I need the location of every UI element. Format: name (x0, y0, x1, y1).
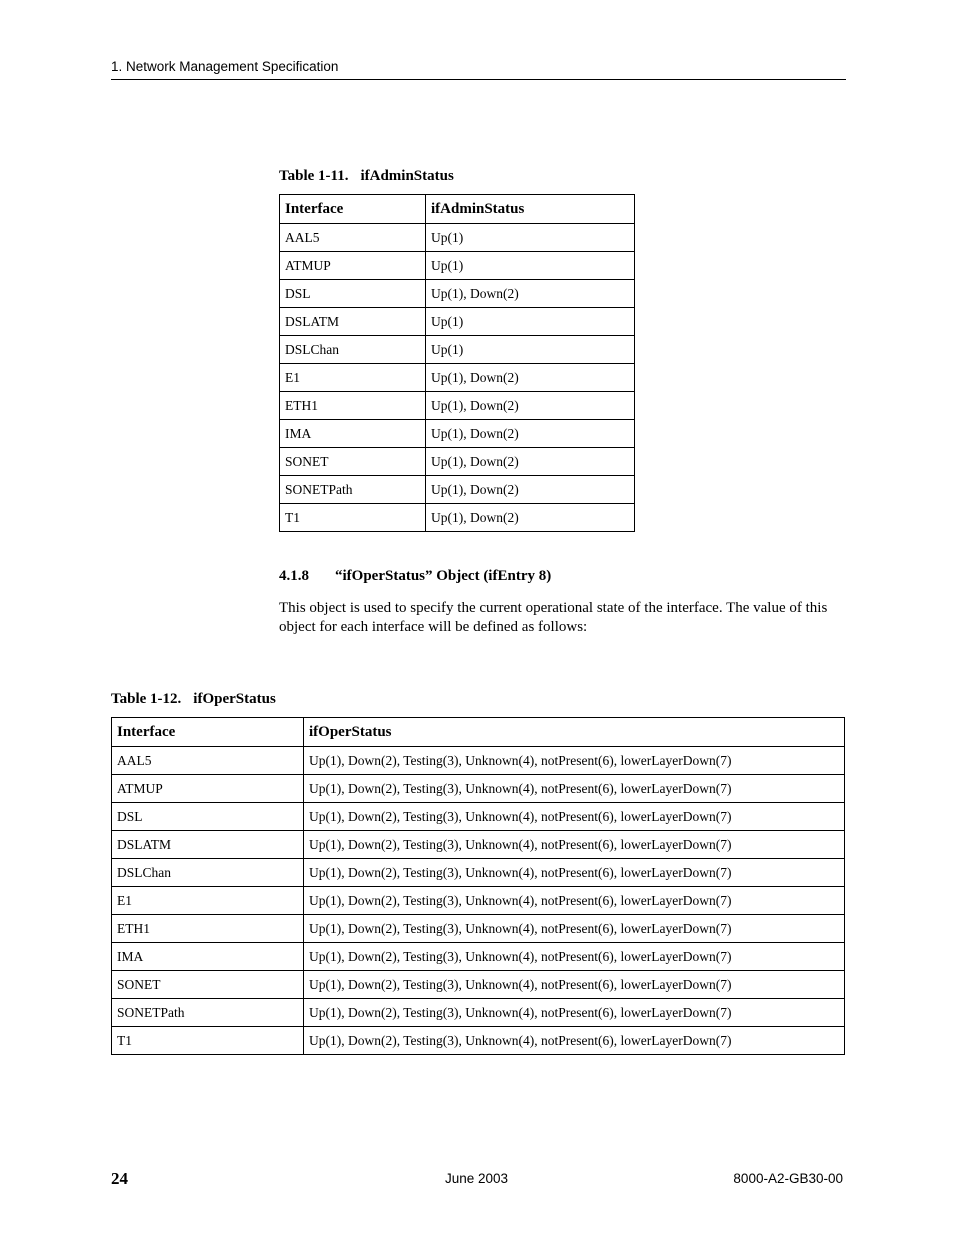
status-cell: Up(1), Down(2), Testing(3), Unknown(4), notPresent(6), lowerLayerDown(7) (304, 887, 845, 915)
status-cell: Up(1), Down(2), Testing(3), Unknown(4), notPresent(6), lowerLayerDown(7) (304, 747, 845, 775)
column-header-ifadminstatus: ifAdminStatus (426, 195, 635, 224)
status-cell: Up(1) (426, 308, 635, 336)
table-row (280, 420, 635, 448)
table-row (280, 504, 635, 532)
column-header-interface: Interface (280, 195, 426, 224)
table-row (280, 364, 635, 392)
footer-date: June 2003 (445, 1171, 509, 1186)
table-row (112, 915, 845, 943)
interface-cell: SONET (112, 971, 304, 999)
table-row (280, 280, 635, 308)
body-paragraph: This object is used to specify the current operational state of the interface. The value of this object for each interface will be defined as follows: (279, 600, 828, 635)
interface-cell: E1 (280, 364, 426, 392)
table-caption-title: ifAdminStatus (360, 168, 454, 184)
interface-cell: AAL5 (112, 747, 304, 775)
page-number: 24 (111, 1169, 128, 1188)
table-header-row (280, 195, 635, 224)
table-caption-number: Table 1-12. (111, 691, 182, 707)
status-cell: Up(1), Down(2) (426, 280, 635, 308)
interface-cell: DSLATM (280, 308, 426, 336)
ifoperstatus-table (111, 717, 845, 1055)
section-heading (279, 568, 551, 585)
status-cell: Up(1), Down(2), Testing(3), Unknown(4), notPresent(6), lowerLayerDown(7) (304, 999, 845, 1027)
status-cell: Up(1), Down(2), Testing(3), Unknown(4), notPresent(6), lowerLayerDown(7) (304, 943, 845, 971)
interface-cell: IMA (280, 420, 426, 448)
interface-cell: DSLChan (112, 859, 304, 887)
interface-cell: ETH1 (280, 392, 426, 420)
table-row (112, 943, 845, 971)
table-row (280, 392, 635, 420)
interface-cell: ATMUP (112, 775, 304, 803)
interface-cell: E1 (112, 887, 304, 915)
status-cell: Up(1), Down(2), Testing(3), Unknown(4), notPresent(6), lowerLayerDown(7) (304, 971, 845, 999)
table-row (112, 775, 845, 803)
status-cell: Up(1), Down(2), Testing(3), Unknown(4), notPresent(6), lowerLayerDown(7) (304, 803, 845, 831)
status-cell: Up(1), Down(2), Testing(3), Unknown(4), notPresent(6), lowerLayerDown(7) (304, 1027, 845, 1055)
section-number: 4.1.8 (279, 568, 309, 584)
status-cell: Up(1), Down(2), Testing(3), Unknown(4), notPresent(6), lowerLayerDown(7) (304, 859, 845, 887)
column-header-ifoperstatus: ifOperStatus (304, 718, 845, 747)
table-row (112, 971, 845, 999)
status-cell: Up(1) (426, 224, 635, 252)
interface-cell: T1 (280, 504, 426, 532)
column-header-interface: Interface (112, 718, 304, 747)
table-row (280, 252, 635, 280)
interface-cell: DSLChan (280, 336, 426, 364)
interface-cell: ETH1 (112, 915, 304, 943)
table-caption-number: Table 1-11. (279, 168, 349, 184)
table-row (112, 1027, 845, 1055)
status-cell: Up(1), Down(2) (426, 448, 635, 476)
table-row (112, 859, 845, 887)
status-cell: Up(1), Down(2) (426, 476, 635, 504)
interface-cell: T1 (112, 1027, 304, 1055)
interface-cell: SONET (280, 448, 426, 476)
status-cell: Up(1) (426, 252, 635, 280)
status-cell: Up(1), Down(2), Testing(3), Unknown(4), notPresent(6), lowerLayerDown(7) (304, 915, 845, 943)
table-caption-oper (111, 691, 276, 708)
table-header-row (112, 718, 845, 747)
table-row (280, 224, 635, 252)
interface-cell: SONETPath (280, 476, 426, 504)
header-rule (111, 79, 846, 80)
interface-cell: DSLATM (112, 831, 304, 859)
interface-cell: DSL (280, 280, 426, 308)
table-row (280, 476, 635, 504)
status-cell: Up(1), Down(2) (426, 504, 635, 532)
section-title: “ifOperStatus” Object (ifEntry 8) (335, 568, 552, 584)
table-row (280, 308, 635, 336)
status-cell: Up(1) (426, 336, 635, 364)
status-cell: Up(1), Down(2) (426, 392, 635, 420)
table-row (112, 887, 845, 915)
table-caption-title: ifOperStatus (193, 691, 276, 707)
table-row (112, 831, 845, 859)
interface-cell: IMA (112, 943, 304, 971)
status-cell: Up(1), Down(2), Testing(3), Unknown(4), notPresent(6), lowerLayerDown(7) (304, 831, 845, 859)
table-row (280, 336, 635, 364)
table-row (280, 448, 635, 476)
table-row (112, 803, 845, 831)
status-cell: Up(1), Down(2) (426, 420, 635, 448)
table-row (112, 999, 845, 1027)
ifadminstatus-table (279, 194, 635, 532)
document-number: 8000-A2-GB30-00 (733, 1171, 843, 1186)
table-row (112, 747, 845, 775)
running-header: 1. Network Management Specification (111, 59, 339, 74)
interface-cell: SONETPath (112, 999, 304, 1027)
status-cell: Up(1), Down(2), Testing(3), Unknown(4), notPresent(6), lowerLayerDown(7) (304, 775, 845, 803)
interface-cell: ATMUP (280, 252, 426, 280)
status-cell: Up(1), Down(2) (426, 364, 635, 392)
table-caption-admin (279, 168, 454, 185)
interface-cell: DSL (112, 803, 304, 831)
interface-cell: AAL5 (280, 224, 426, 252)
